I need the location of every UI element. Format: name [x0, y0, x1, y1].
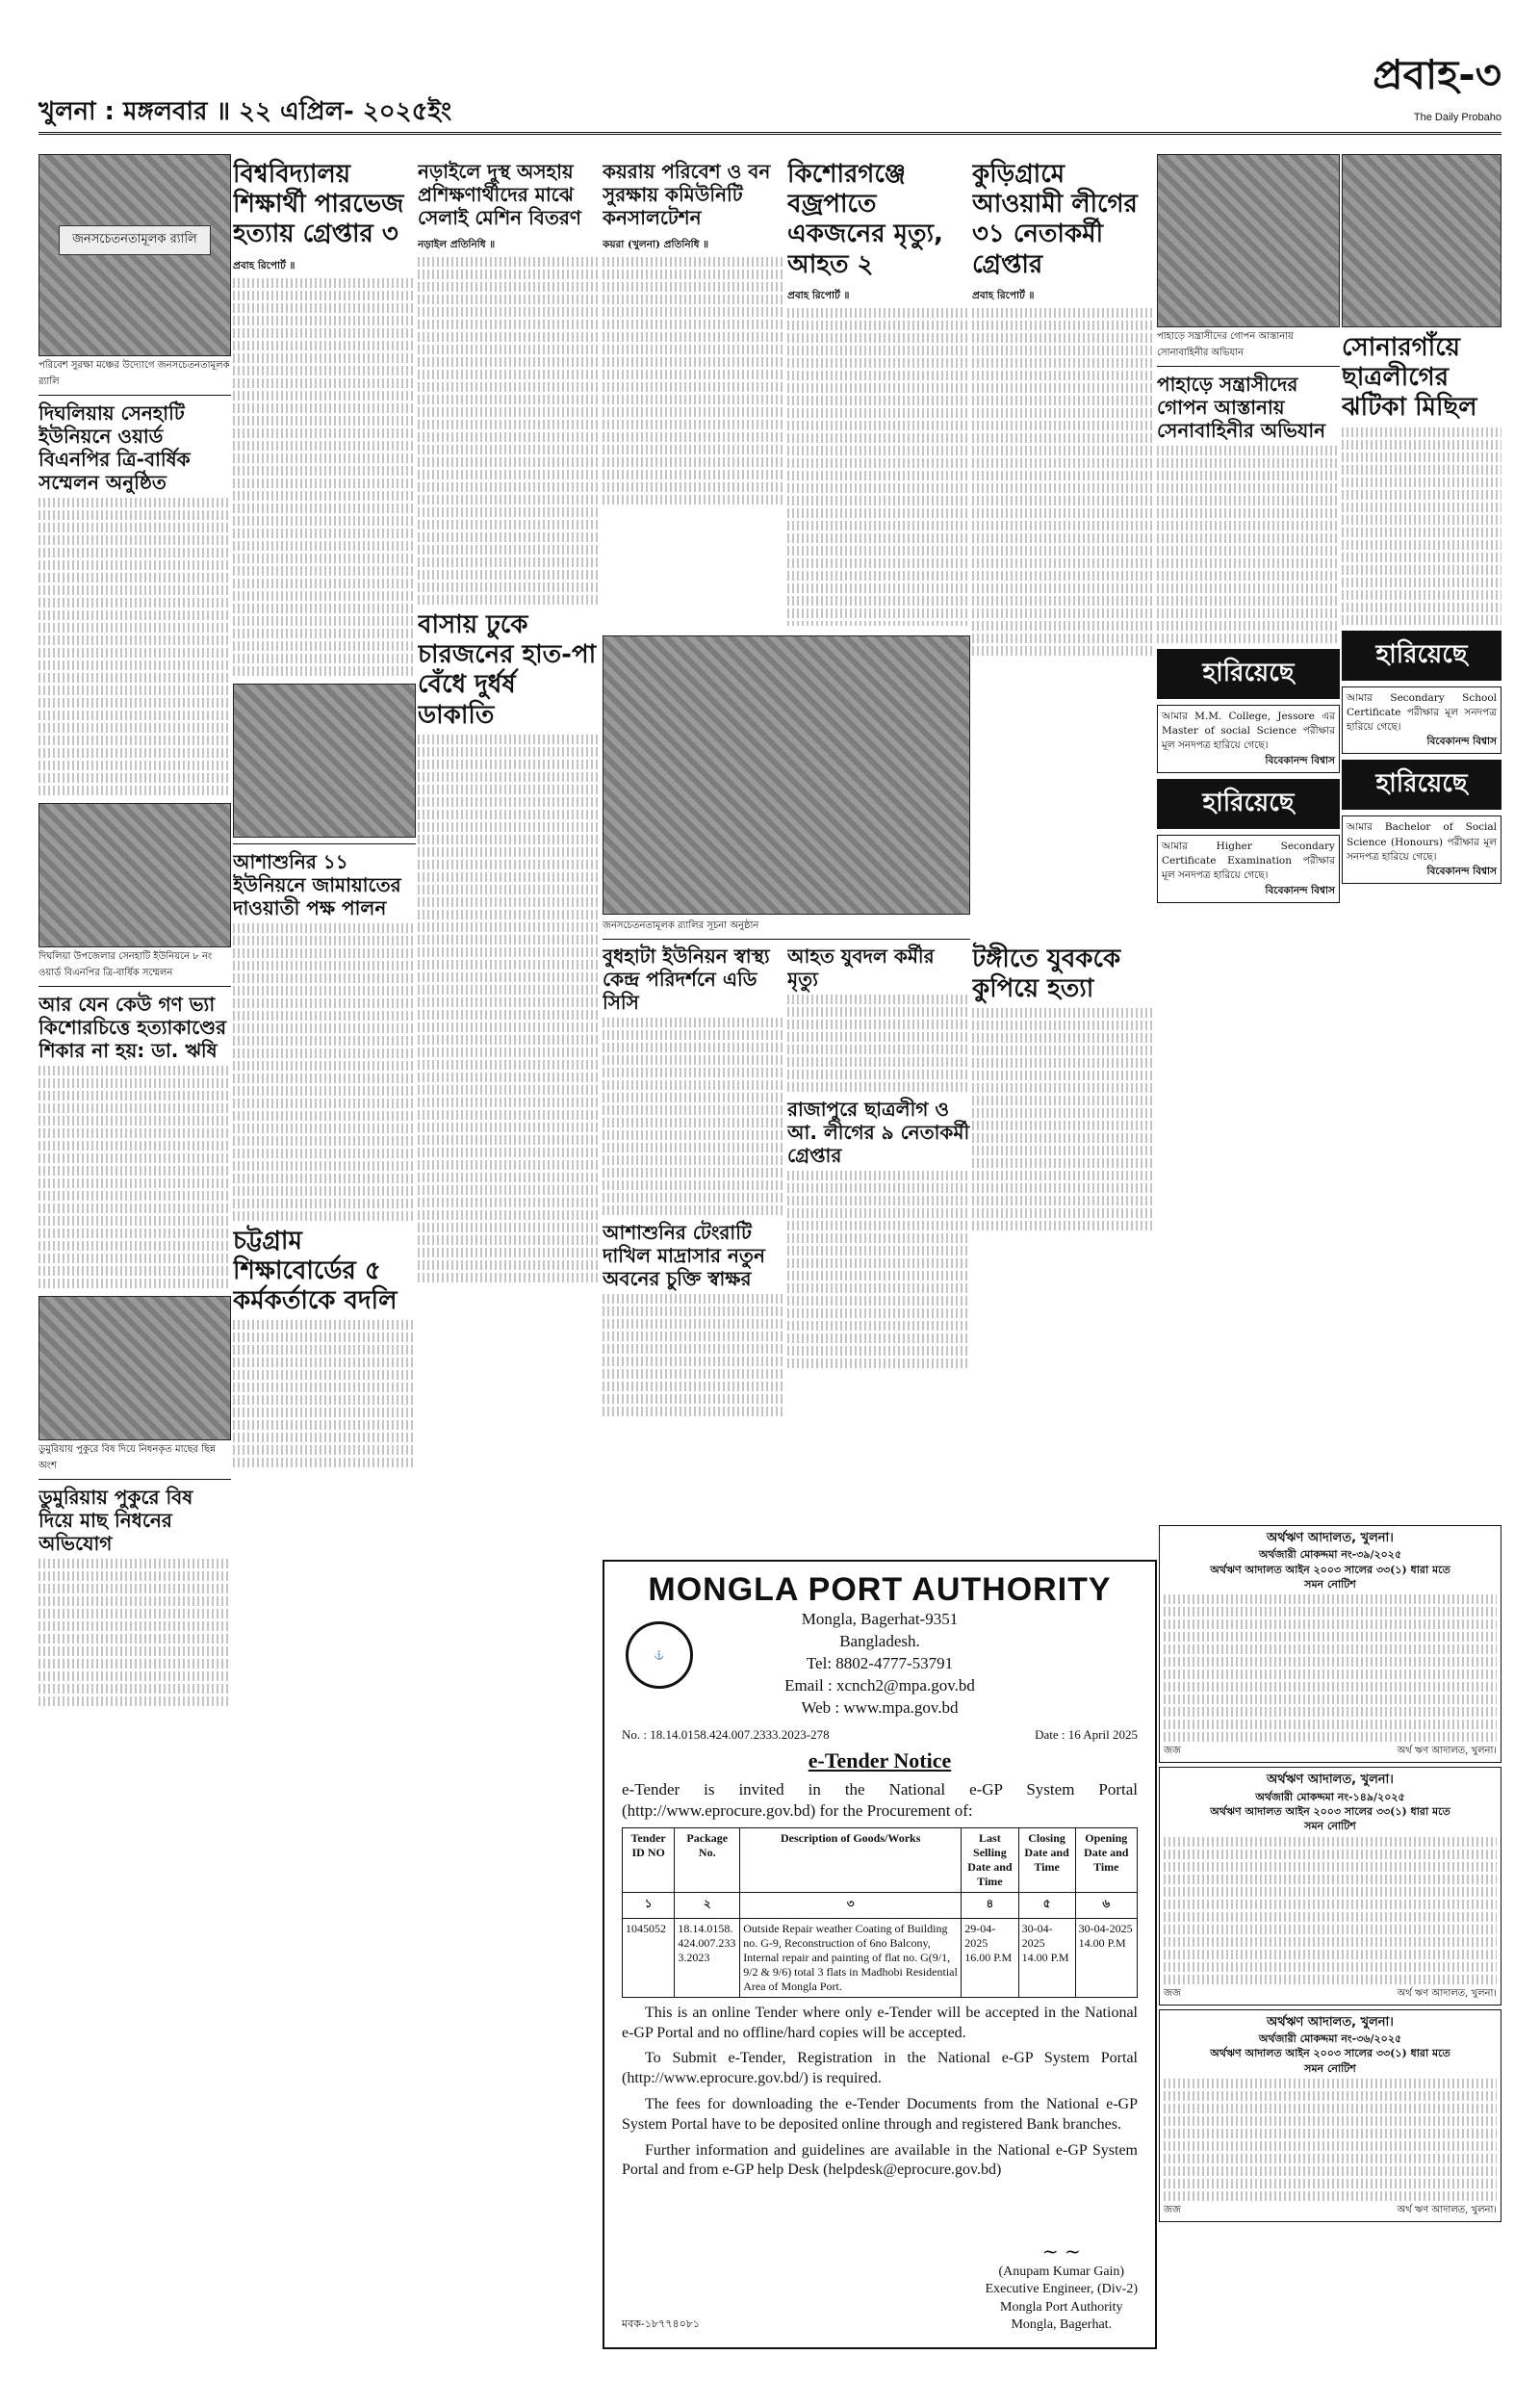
tender-notice: [603, 1560, 1157, 2349]
col-num: ৩: [740, 1892, 962, 1918]
table-row: [623, 1918, 1138, 1997]
lost-notice: [1342, 815, 1502, 884]
court-case-number: অর্থজারী মোকদ্দমা নং-৩৬/২০২৫: [1258, 2032, 1402, 2045]
court-notice-label: সমন নোটিশ: [1304, 1577, 1356, 1591]
tender-date: Date : 16 April 2025: [1035, 1726, 1138, 1742]
tender-meta: [622, 1727, 1138, 1743]
fish-photo: [38, 1296, 231, 1440]
signature-icon: ~ ~: [1041, 2239, 1081, 2264]
headline-health-center: বুধহাটা ইউনিয়ন স্বাস্থ্য কেন্দ্র পরিদর্শনে এডি সিসি: [603, 945, 770, 1014]
column-h: [1342, 154, 1502, 1502]
dateline-label: কয়রা (খুলনা) প্রতিনিধি ॥: [603, 239, 709, 250]
judge-label: জজ: [1164, 1987, 1181, 1999]
article-body: [787, 1171, 970, 1368]
tender-signature-block: [986, 2239, 1138, 2334]
headline-kurigram: কুড়িগ্রামে আওয়ামী লীগের ৩১ নেতাকর্মী গ্রেপ্তার: [972, 160, 1138, 279]
lost-heading: হারিয়েছে: [1157, 779, 1340, 829]
fish-caption: ডুমুরিয়ায় পুকুরে বিষ দিয়ে নিধনকৃত মাছের ছিন্ন অংশ: [38, 1440, 231, 1480]
lost-notice-text: আমার Secondary School Certificate পরীক্ষার মূল সনদপত্র হারিয়ে গেছে।: [1347, 691, 1497, 733]
court-sign: অর্থ ঋণ আদালত, খুলনা।: [1397, 1746, 1497, 1757]
col-num: ৬: [1075, 1892, 1137, 1918]
court-title: অর্থঋণ আদালত, খুলনা।: [1267, 1531, 1394, 1545]
court-notices: [1159, 1521, 1502, 2368]
dateline-label: প্রবাহ রিপোর্ট ॥: [972, 289, 1035, 301]
court-notice-2: [1159, 1767, 1502, 2005]
lost-notice-name: বিবেকানন্দ বিশ্বাস: [1426, 736, 1497, 748]
judge-label: জজ: [1164, 2205, 1181, 2216]
cell-opening: 30-04-2025 14.00 P.M: [1075, 1918, 1137, 1997]
sig-title: Executive Engineer, (Div-2): [985, 2282, 1138, 2297]
tender-title: e-Tender Notice: [808, 1747, 952, 1773]
article-body: [603, 1294, 785, 1416]
court-sign: অর্থ ঋণ আদালত, খুলনা।: [1397, 1987, 1497, 1999]
cell-package: 18.14.0158.424.007.2333.2023: [675, 1918, 740, 1997]
court-sub: অর্থঋণ আদালত আইন ২০০৩ সালের ৩৩(১) ধারা মতে: [1210, 1804, 1450, 1818]
court-case-number: অর্থজারী মোকদ্দমা নং-১৪৯/২০২৫: [1255, 1790, 1405, 1803]
article-body: [603, 257, 785, 505]
court-sign: অর্থ ঋণ আদালত, খুলনা।: [1397, 2205, 1497, 2216]
headline-parvez: বিশ্ববিদ্যালয় শিক্ষার্থী পারভেজ হত্যায় গ্রেপ্তার ৩: [233, 160, 404, 249]
army-caption: পাহাড়ে সন্ত্রাসীদের গোপন আস্তানায় সোনাবাহিনীর অভিযান: [1157, 327, 1340, 367]
tender-email: Email : xcnch2@mpa.gov.bd: [784, 1675, 975, 1695]
th-package: Package No.: [675, 1827, 740, 1892]
th-closing: Closing Date and Time: [1018, 1827, 1075, 1892]
tender-note: To Submit e-Tender, Registration in the National e-GP System Portal (http://www.eprocure.gov.bd/) is required.: [622, 2050, 1138, 2087]
cell-closing: 30-04-2025 14.00 P.M: [1018, 1918, 1075, 1997]
lost-heading: হারিয়েছে: [1157, 649, 1340, 699]
dateline-label: নড়াইল প্রতিনিধি ॥: [418, 239, 496, 250]
col-num: ১: [623, 1892, 675, 1918]
headline-doctor: আর যেন কেউ গণ ভ্যা কিশোরচিত্তে হত্যাকাণ্ডের শিকার না হয়: ডা. ঋষি: [38, 993, 227, 1062]
lost-notice: [1342, 686, 1502, 755]
headline-tongi: টঙ্গীতে যুবককে কুপিয়ে হত্যা: [972, 944, 1121, 1003]
judge-label: জজ: [1164, 1746, 1181, 1757]
court-title: অর্থঋণ আদালত, খুলনা।: [1267, 2014, 1394, 2030]
health-visit-photo: [603, 635, 970, 915]
rally-caption: পরিবেশ সুরক্ষা মঞ্চের উদ্যোগে জনসচেতনতামূলক র‍্যালি: [38, 356, 231, 396]
article-body: [972, 1008, 1155, 1230]
paper-name: প্রবাহ-৩: [1373, 51, 1502, 98]
col-num: ২: [675, 1892, 740, 1918]
dateline: খুলনা : মঙ্গলবার ॥ ২২ এপ্রিল- ২০২৫ইং: [38, 97, 452, 126]
paper-tagline: The Daily Probaho: [1413, 112, 1502, 123]
lost-notice-name: বিবেকানন্দ বিশ্বাস: [1265, 754, 1335, 766]
headline-chhatraleague: সোনারগাঁয়ে ছাত্রলীগের ঝটিকা মিছিল: [1342, 333, 1477, 423]
sig-name: (Anupam Kumar Gain): [998, 2265, 1125, 2280]
article-body: [233, 923, 416, 1221]
tender-addr-line: Mongla, Bagerhat-9351: [801, 1610, 959, 1628]
article-body: [38, 498, 231, 795]
ad-code: মবক-১৮৭৭৪০৮১: [622, 2317, 701, 2330]
article-body: [233, 278, 416, 676]
headline-army: পাহাড়ে সন্ত্রাসীদের গোপন আস্তানায় সেনাবাহিনীর অভিযান: [1157, 373, 1326, 442]
cell-id: 1045052: [623, 1918, 675, 1997]
lost-notice: [1157, 705, 1340, 773]
headline-koyra: কয়রায় পরিবেশ ও বন সুরক্ষায় কমিউনিটি কনসালটেশন: [603, 160, 771, 229]
mongla-port-seal-icon: ⚓: [626, 1621, 693, 1689]
headline-jubodal: আহত যুবদল কর্মীর মৃত্যু: [787, 945, 935, 991]
court-sub: অর্থঋণ আদালত আইন ২০০৩ সালের ৩৩(১) ধারা মতে: [1210, 1563, 1450, 1576]
column-a: [38, 154, 231, 2349]
headline-senhati: দিঘলিয়ায় সেনহাটি ইউনিয়নে ওয়ার্ড বিএনপির ত্রি-বার্ষিক সম্মেলন অনুষ্ঠিত: [38, 401, 191, 494]
meeting-photo: [38, 803, 231, 947]
court-notice-3: [1159, 2009, 1502, 2222]
column-b: [233, 154, 416, 2349]
th-desc: Description of Goods/Works: [740, 1827, 962, 1892]
tender-table-header: [623, 1827, 1138, 1892]
article-body: [233, 1320, 416, 1467]
court-title: অর্থঋণ আদালত, খুলনা।: [1267, 1773, 1394, 1788]
headline-fish: ডুমুরিয়ায় পুকুরে বিষ দিয়ে মাছ নিধনের অভিযোগ: [38, 1486, 193, 1555]
meeting-caption: দিঘলিয়া উপজেলার সেনহাটি ইউনিয়নে ৮ নং ওয়ার্ড বিএনপির ত্রি-বার্ষিক সম্মেলন: [38, 947, 231, 987]
article-body: [972, 308, 1155, 656]
col-num: ৫: [1018, 1892, 1075, 1918]
sig-place: Mongla, Bagerhat.: [1011, 2316, 1113, 2332]
lost-notice: [1157, 835, 1340, 903]
headline-rajapur: রাজাপুরে ছাত্রলীগ ও আ. লীগের ৯ নেতাকর্মী গ্রেপ্তার: [787, 1098, 970, 1167]
col-num: ৪: [962, 1892, 1018, 1918]
tender-col-numbers: [623, 1892, 1138, 1918]
headline-madrasa: আশাশুনির টেংরাটি দাখিল মাদ্রাসার নতুন অবনের চুক্তি স্বাক্ষর: [603, 1221, 765, 1290]
lost-notice-text: আমার Bachelor of Social Science (Honours) পরীক্ষার মূল সনদপত্র হারিয়ে গেছে।: [1347, 821, 1497, 863]
army-photo: [1157, 154, 1340, 327]
court-notice-label: সমন নোটিশ: [1304, 2061, 1356, 2075]
court-notice-label: সমন নোটিশ: [1304, 1820, 1356, 1833]
tender-ref: No. : 18.14.0158.424.007.2333.2023-278: [622, 1726, 830, 1742]
cell-desc: Outside Repair weather Coating of Building no. G-9, Reconstruction of 6no Balcony, Internal repair and painting of flat no. G(9/1, 9/2 & 9/6) total 3 flats in Madhobi Residential Area of Mongla Port.: [740, 1918, 962, 1997]
th-opening: Opening Date and Time: [1075, 1827, 1137, 1892]
article-body: [38, 1559, 231, 1706]
lost-heading: হারিয়েছে: [1342, 631, 1502, 681]
dateline-label: প্রবাহ রিপোর্ট ॥: [233, 259, 295, 272]
rally-photo: [38, 154, 231, 356]
sig-org: Mongla Port Authority: [1000, 2299, 1123, 2315]
jamaat-photo: [233, 684, 416, 838]
article-body: [1157, 446, 1340, 643]
tender-org: MONGLA PORT AUTHORITY: [648, 1571, 1112, 1608]
cell-last-sell: 29-04-2025 16.00 P.M: [962, 1918, 1018, 1997]
court-case-number: অর্থজারী মোকদ্দমা নং-৩৯/২০২৫: [1258, 1548, 1402, 1562]
article-body: [418, 735, 601, 1282]
article-body: [787, 995, 970, 1092]
article-body: [38, 1066, 231, 1288]
article-body: [603, 1018, 785, 1215]
tender-notes: [622, 2004, 1138, 2181]
headline-sewing: নড়াইলে দুস্থ অসহায় প্রশিক্ষণার্থীদের মাঝে সেলাই মেশিন বিতরণ: [418, 160, 582, 229]
health-visit-caption: জনসচেতনতামূলক র‍্যালির সূচনা অনুষ্ঠান: [603, 917, 970, 940]
tender-note: This is an online Tender where only e-Tender will be accepted in the National e-GP Portal and no offline/hard copies will be accepted.: [622, 2004, 1138, 2041]
tender-intro: e-Tender is invited in the National e-GP System Portal (http://www.eprocure.gov.bd) for the Procurement of:: [622, 1779, 1138, 1820]
court-notice-1: [1159, 1525, 1502, 1763]
tender-tel: Tel: 8802-4777-53791: [806, 1653, 954, 1672]
tender-table: [622, 1827, 1138, 1998]
headline-board: চট্টগ্রাম শিক্ষাবোর্ডের ৫ কর্মকর্তাকে বদলি: [233, 1226, 398, 1315]
headline-robbery: বাসায় ঢুকে চারজনের হাত-পা বেঁধে দুর্ধর্ষ ডাকাতি: [418, 610, 597, 730]
lost-notice-text: আমার Higher Secondary Certificate Examination পরীক্ষার মূল সনদপত্র হারিয়ে গেছে।: [1162, 840, 1335, 882]
tender-web: Web : www.mpa.gov.bd: [801, 1697, 959, 1717]
tender-address: [622, 1609, 1138, 1720]
column-d-lower: [603, 939, 785, 1555]
column-e: [787, 154, 970, 626]
column-c: [418, 154, 601, 1540]
tender-note: The fees for downloading the e-Tender Documents from the National e-GP System Portal have to be deposited online through and registered Bank branches.: [622, 2096, 1138, 2133]
tender-note: Further information and guidelines are available in the National e-GP System Portal and from e-GP help Desk (helpdesk@eprocure.gov.bd): [622, 2141, 1138, 2179]
masthead: [38, 39, 1502, 135]
dateline-label: প্রবাহ রিপোর্ট ॥: [787, 289, 850, 301]
headline-jamaat: আশাশুনির ১১ ইউনিয়নে জামায়াতের দাওয়াতী পক্ষ পালন: [233, 849, 401, 919]
headline-lightning: কিশোরগঞ্জে বজ্রপাতে একজনের মৃত্যু, আহত ২: [787, 160, 943, 279]
procession-photo: [1342, 154, 1502, 327]
article-body: [1342, 427, 1502, 625]
lost-heading: হারিয়েছে: [1342, 760, 1502, 810]
article-body: [787, 308, 970, 626]
paper-logo: [1373, 43, 1502, 123]
th-id: Tender ID NO: [623, 1827, 675, 1892]
th-last-sell: Last Selling Date and Time: [962, 1827, 1018, 1892]
column-e-lower: [787, 939, 970, 1555]
rally-banner: জনসচেতনতামূলক র‍্যালি: [59, 225, 211, 255]
court-sub: অর্থঋণ আদালত আইন ২০০৩ সালের ৩৩(১) ধারা মতে: [1210, 2047, 1450, 2060]
lost-notice-name: বিবেকানন্দ বিশ্বাস: [1265, 884, 1335, 896]
article-body: [418, 257, 601, 605]
column-g: [1157, 154, 1340, 1502]
column-f: [972, 154, 1155, 1540]
tender-addr-line: Bangladesh.: [839, 1631, 920, 1650]
lost-notice-text: আমার M.M. College, Jessore এর Master of social Science পরীক্ষার মূল সনদপত্র হারিয়ে গেছে।: [1162, 711, 1335, 752]
lost-notice-name: বিবেকানন্দ বিশ্বাস: [1426, 866, 1497, 878]
